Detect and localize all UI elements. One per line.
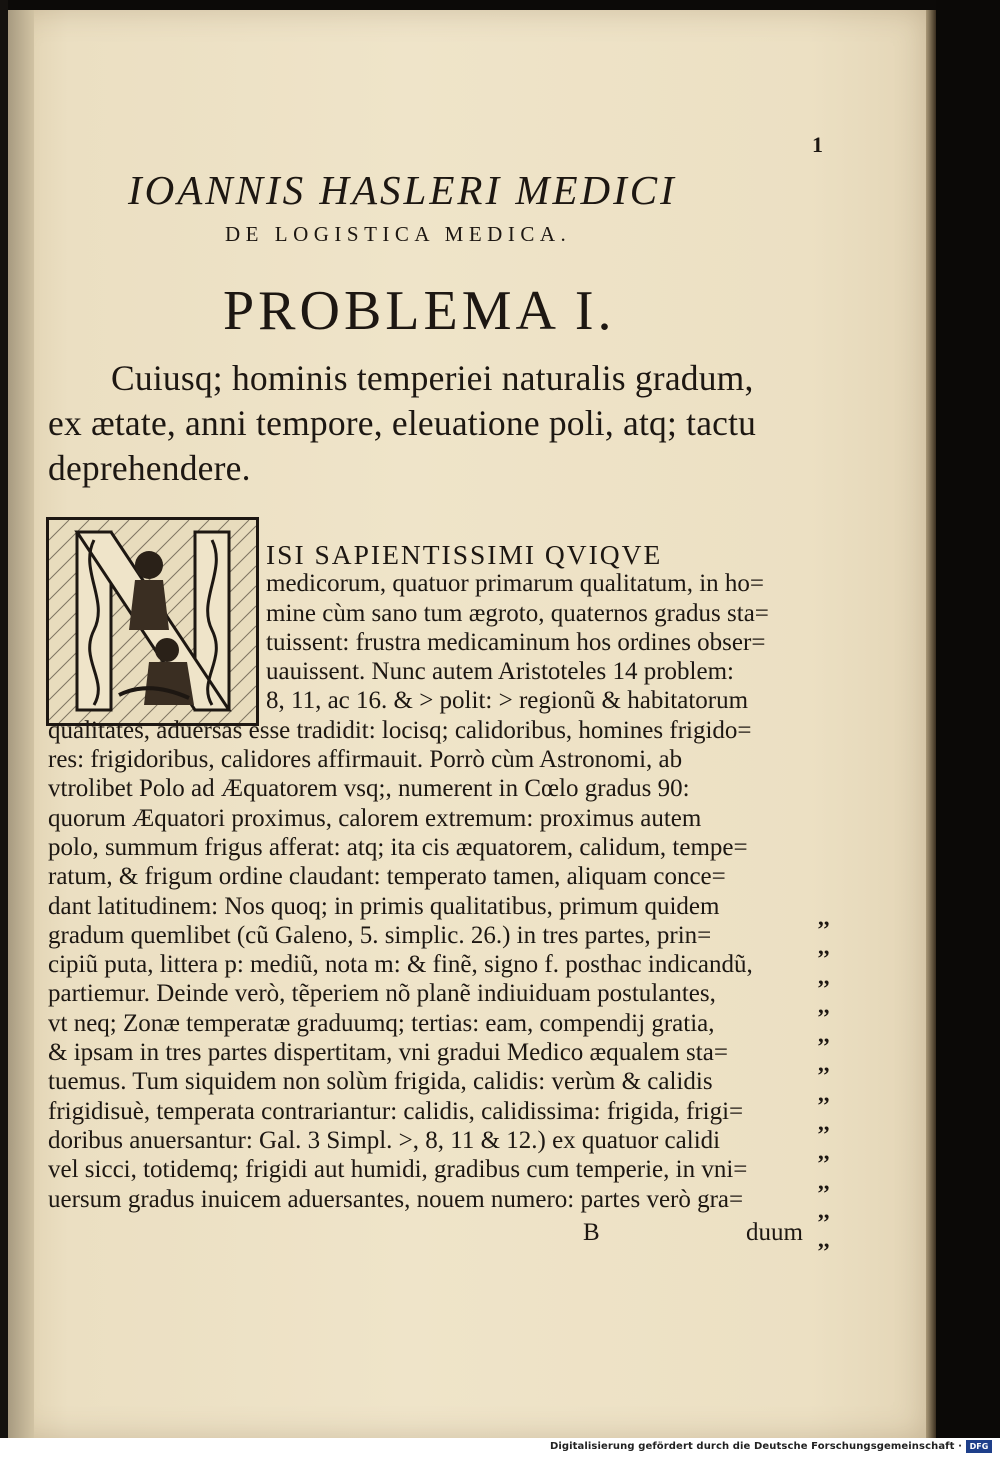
body-line: 8, 11, ac 16. & > polit: > regionũ & habitatorum — [266, 687, 749, 715]
scan-surround-right — [936, 0, 1000, 1440]
body-line: polo, summum frigus afferat: atq; ita cis æquatorem, calidum, tempe= — [48, 833, 748, 861]
statement-line: ex ætate, anni tempore, eleuatione poli, atq; tactu — [48, 403, 757, 443]
margin-mark: ,, — [818, 1197, 830, 1223]
digitization-credit: Digitalisierung gefördert durch die Deutsche Forschungsgemeinschaft · — [549, 1441, 962, 1452]
body-text — [48, 540, 828, 1214]
body-line: doribus anuersantur: Gal. 3 Simpl. >, 8, 11 & 12.) ex quatuor calidi — [48, 1126, 721, 1154]
margin-mark: ,, — [818, 1110, 830, 1136]
body-line: mine cùm sano tum ægroto, quaternos gradus sta= — [266, 599, 769, 627]
body-line: qualitates, aduersas esse tradidit: locisq; calidoribus, homines frigido= — [48, 716, 752, 744]
body-line: frigidisuè, temperata contrariantur: calidis, calidissima: frigida, frigi= — [48, 1097, 744, 1125]
problem-statement — [48, 356, 818, 491]
margin-mark: ,, — [818, 1051, 830, 1077]
margin-mark: ,, — [818, 963, 830, 989]
page-edge — [926, 10, 936, 1438]
body-line: quorum Æquatori proximus, calorem extremum: proximus autem — [48, 804, 702, 832]
margin-mark: ,, — [818, 1022, 830, 1048]
statement-line: Cuiusq; hominis temperiei naturalis gradum, — [111, 358, 754, 398]
body-line: vel sicci, totidemq; frigidi aut humidi, gradibus cum temperie, in vni= — [48, 1156, 748, 1184]
signature-mark: B — [583, 1219, 600, 1246]
body-line: tuemus. Tum siquidem non solùm frigida, calidis: verùm & calidis — [48, 1068, 713, 1096]
body-line: tuissent: frustra medicaminum hos ordines obser= — [266, 628, 766, 656]
body-line: vt neq; Zonæ temperatæ graduumq; tertias: eam, compendij gratia, — [48, 1009, 715, 1037]
margin-mark: ,, — [818, 1168, 830, 1194]
body-line: & ipsam in tres partes dispertitam, vni gradui Medico æqualem sta= — [48, 1039, 728, 1067]
body-line: ratum, & frigum ordine claudant: temperato tamen, aliquam conce= — [48, 863, 726, 891]
folio-number: 1 — [812, 132, 823, 157]
body-line: medicorum, quatuor primarum qualitatum, in ho= — [266, 570, 765, 598]
dfg-logo-icon: DFG — [966, 1440, 992, 1453]
margin-mark: ,, — [818, 905, 830, 930]
body-line: cipiũ puta, littera p: mediũ, nota m: & finẽ, signo f. posthac indicandũ, — [48, 951, 753, 979]
body-line: dant latitudinem: Nos quoq; in primis qualitatibus, primum quidem — [48, 892, 720, 920]
page-gutter — [8, 10, 34, 1438]
body-line: res: frigidoribus, calidores affirmauit. Porrò cùm Astronomi, ab — [48, 746, 683, 774]
margin-mark: ,, — [818, 1080, 830, 1106]
body-line: vtrolibet Polo ad Æquatorem vsq;, numerent in Cœlo gradus 90: — [48, 775, 690, 803]
scan-surround-left — [0, 0, 8, 1440]
margin-quote-marks — [818, 903, 848, 1255]
margin-mark: ,, — [818, 1227, 830, 1253]
problem-heading: PROBLEMA I. — [223, 280, 616, 342]
statement-line: deprehendere. — [48, 448, 251, 488]
body-line: uauissent. Nunc autem Aristoteles 14 problem: — [266, 658, 734, 686]
book-title: DE LOGISTICA MEDICA. — [225, 222, 572, 246]
body-line: uersum gradus inuicem aduersantes, nouem numero: partes verò gra= — [48, 1185, 744, 1213]
margin-mark: ,, — [818, 1139, 830, 1165]
catchword: duum — [746, 1219, 803, 1246]
margin-mark: ,, — [818, 934, 830, 960]
body-line: ISI SAPIENTISSIMI QVIQVE — [266, 539, 663, 570]
body-line: gradum quemlibet (cũ Galeno, 5. simplic. 26.) in tres partes, prin= — [48, 921, 712, 949]
margin-mark: ,, — [818, 992, 830, 1018]
author-title: IOANNIS HASLERI MEDICI — [128, 167, 677, 213]
body-line: partiemur. Deinde verò, tẽperiem nõ planẽ indiuiduam postulantes, — [48, 980, 716, 1008]
